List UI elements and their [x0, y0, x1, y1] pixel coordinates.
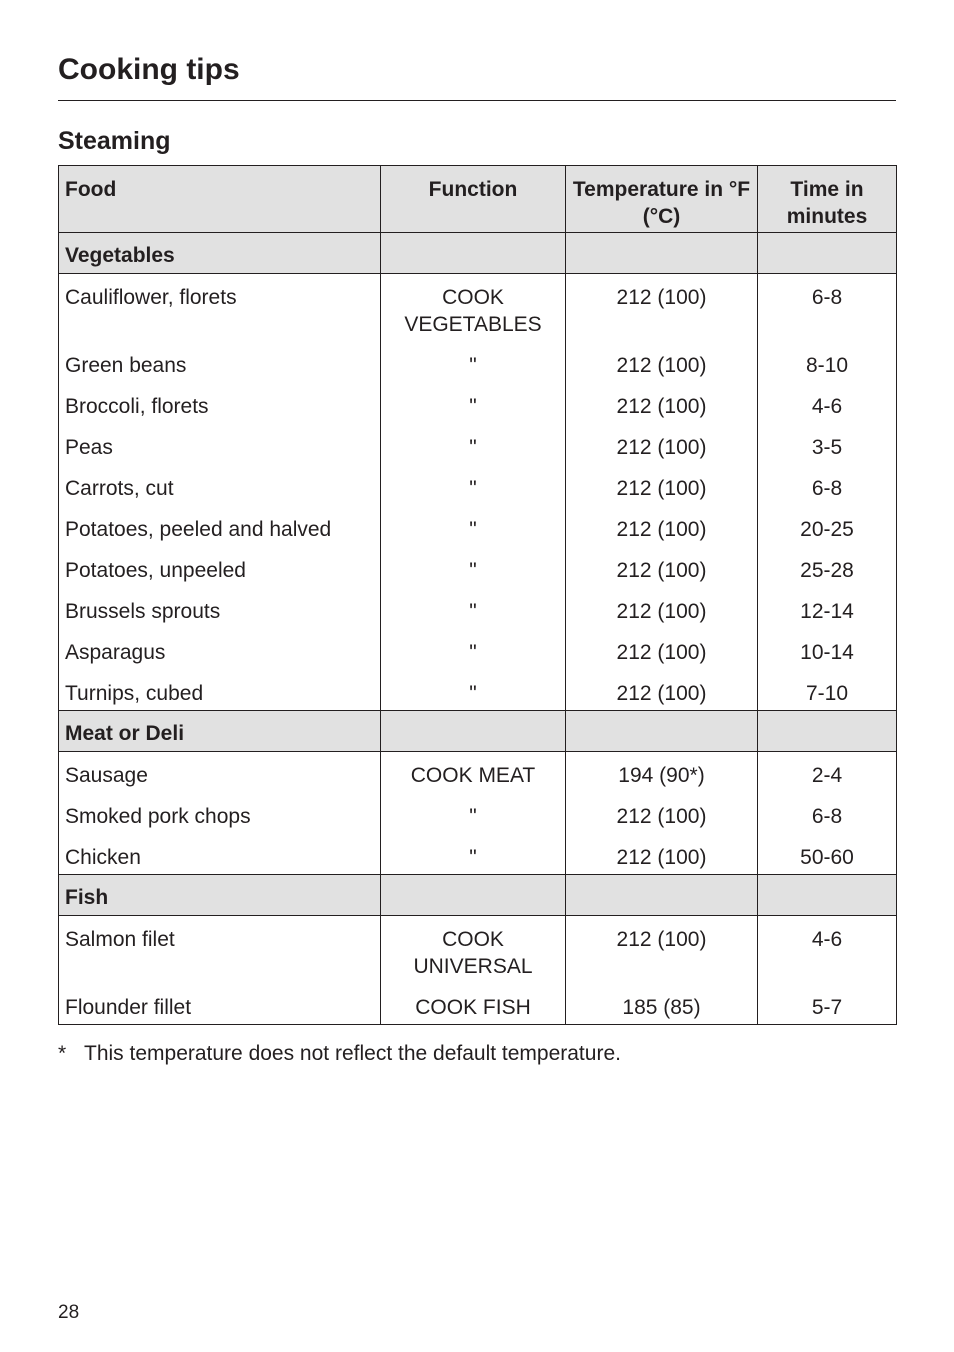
food-cell: Cauliflower, florets	[59, 274, 381, 342]
table-row	[59, 916, 897, 984]
table-row	[59, 424, 897, 465]
time-cell: 6-8	[758, 274, 897, 342]
food-cell: Sausage	[59, 752, 381, 793]
function-cell: "	[381, 834, 566, 875]
group-empty-cell	[381, 233, 566, 274]
function-cell: "	[381, 793, 566, 834]
food-cell: Chicken	[59, 834, 381, 875]
table-row	[59, 793, 897, 834]
temperature-cell: 212 (100)	[566, 465, 758, 506]
table-row	[59, 588, 897, 629]
time-cell: 3-5	[758, 424, 897, 465]
footnote-text: This temperature does not reflect the default temperature.	[84, 1042, 621, 1065]
function-cell: COOK UNIVERSAL	[381, 916, 566, 984]
food-cell: Peas	[59, 424, 381, 465]
footnote	[58, 1040, 621, 1067]
time-cell: 10-14	[758, 629, 897, 670]
group-empty-cell	[758, 233, 897, 274]
food-cell: Salmon filet	[59, 916, 381, 984]
food-cell: Smoked pork chops	[59, 793, 381, 834]
table-row	[59, 506, 897, 547]
time-cell: 4-6	[758, 383, 897, 424]
column-header-function: Function	[381, 166, 566, 233]
section-title: Steaming	[58, 127, 171, 155]
food-cell: Broccoli, florets	[59, 383, 381, 424]
page-title: Cooking tips	[58, 53, 240, 86]
temperature-cell: 194 (90*)	[566, 752, 758, 793]
function-cell: "	[381, 670, 566, 711]
table-row	[59, 834, 897, 875]
table-row	[59, 465, 897, 506]
temperature-cell: 212 (100)	[566, 424, 758, 465]
table-row	[59, 670, 897, 711]
footnote-marker: *	[58, 1042, 67, 1065]
function-cell: "	[381, 588, 566, 629]
food-cell: Asparagus	[59, 629, 381, 670]
table-body	[59, 233, 897, 1025]
temperature-cell: 212 (100)	[566, 383, 758, 424]
time-cell: 20-25	[758, 506, 897, 547]
steaming-table	[58, 165, 897, 1025]
group-label: Meat or Deli	[59, 711, 381, 752]
column-header-time: Time in minutes	[758, 166, 897, 233]
group-empty-cell	[758, 875, 897, 916]
table-row	[59, 274, 897, 342]
temperature-cell: 212 (100)	[566, 506, 758, 547]
page-number: 28	[58, 1302, 80, 1323]
function-cell: COOK FISH	[381, 984, 566, 1025]
time-cell: 6-8	[758, 465, 897, 506]
table-row	[59, 547, 897, 588]
temperature-cell: 212 (100)	[566, 342, 758, 383]
function-cell: "	[381, 383, 566, 424]
time-cell: 7-10	[758, 670, 897, 711]
temperature-cell: 212 (100)	[566, 916, 758, 984]
group-empty-cell	[566, 711, 758, 752]
table-row	[59, 984, 897, 1025]
time-cell: 12-14	[758, 588, 897, 629]
food-cell: Potatoes, unpeeled	[59, 547, 381, 588]
time-cell: 4-6	[758, 916, 897, 984]
temperature-cell: 212 (100)	[566, 274, 758, 342]
group-row	[59, 875, 897, 916]
function-cell: "	[381, 465, 566, 506]
food-cell: Turnips, cubed	[59, 670, 381, 711]
temperature-cell: 212 (100)	[566, 547, 758, 588]
group-empty-cell	[758, 711, 897, 752]
group-row	[59, 711, 897, 752]
table-header	[59, 166, 897, 233]
temperature-cell: 212 (100)	[566, 588, 758, 629]
function-cell: "	[381, 629, 566, 670]
temperature-cell: 212 (100)	[566, 793, 758, 834]
function-cell: "	[381, 342, 566, 383]
group-label: Vegetables	[59, 233, 381, 274]
food-cell: Potatoes, peeled and halved	[59, 506, 381, 547]
time-cell: 2-4	[758, 752, 897, 793]
function-cell: COOK VEGETABLES	[381, 274, 566, 342]
title-divider	[58, 100, 896, 101]
function-cell: "	[381, 424, 566, 465]
temperature-cell: 212 (100)	[566, 834, 758, 875]
group-empty-cell	[381, 711, 566, 752]
table-row	[59, 752, 897, 793]
function-cell: "	[381, 506, 566, 547]
group-empty-cell	[381, 875, 566, 916]
food-cell: Flounder fillet	[59, 984, 381, 1025]
group-empty-cell	[566, 233, 758, 274]
temperature-cell: 212 (100)	[566, 670, 758, 711]
table-row	[59, 383, 897, 424]
time-cell: 50-60	[758, 834, 897, 875]
food-cell: Carrots, cut	[59, 465, 381, 506]
table-row	[59, 342, 897, 383]
time-cell: 8-10	[758, 342, 897, 383]
group-label: Fish	[59, 875, 381, 916]
temperature-cell: 212 (100)	[566, 629, 758, 670]
group-row	[59, 233, 897, 274]
function-cell: "	[381, 547, 566, 588]
time-cell: 6-8	[758, 793, 897, 834]
time-cell: 25-28	[758, 547, 897, 588]
food-cell: Brussels sprouts	[59, 588, 381, 629]
time-cell: 5-7	[758, 984, 897, 1025]
temperature-cell: 185 (85)	[566, 984, 758, 1025]
table-row	[59, 629, 897, 670]
function-cell: COOK MEAT	[381, 752, 566, 793]
column-header-temperature: Temperature in °F (°C)	[566, 166, 758, 233]
group-empty-cell	[566, 875, 758, 916]
food-cell: Green beans	[59, 342, 381, 383]
column-header-food: Food	[59, 166, 381, 233]
